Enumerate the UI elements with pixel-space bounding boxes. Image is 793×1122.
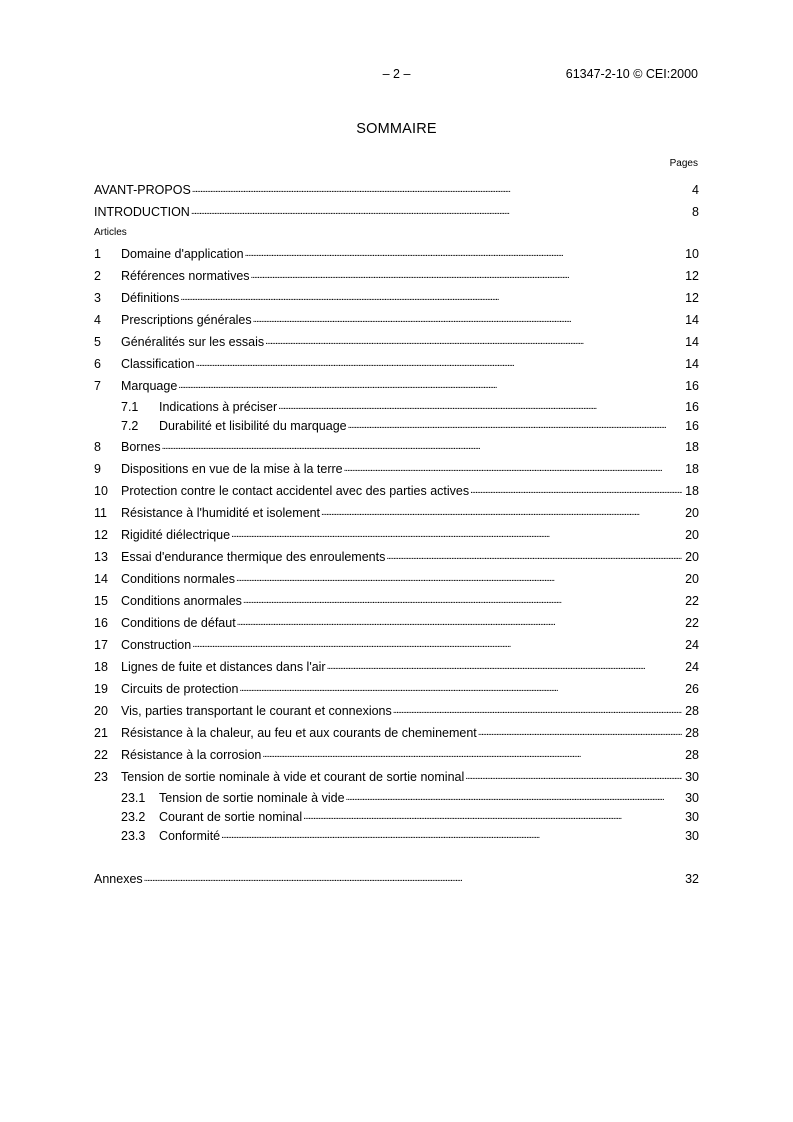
dot-leader bbox=[327, 659, 682, 675]
dot-leader bbox=[321, 505, 682, 521]
page-title: SOMMAIRE bbox=[356, 121, 437, 137]
toc-entry[interactable] bbox=[94, 268, 699, 284]
toc-entry[interactable] bbox=[94, 312, 699, 328]
toc-entry-page: 10 bbox=[685, 247, 699, 261]
toc-entry-number: 20 bbox=[94, 704, 108, 718]
toc-entry[interactable] bbox=[94, 681, 699, 697]
toc-entry-number: 7 bbox=[94, 379, 101, 393]
toc-entry-page: 18 bbox=[685, 440, 699, 454]
dot-leader bbox=[278, 399, 682, 415]
toc-entry-number: 8 bbox=[94, 440, 101, 454]
toc-entry-page: 14 bbox=[685, 357, 699, 371]
dot-leader bbox=[144, 871, 682, 887]
toc-entry-number: 12 bbox=[94, 528, 108, 542]
dot-leader bbox=[243, 593, 682, 609]
dot-leader bbox=[262, 747, 682, 763]
dot-leader bbox=[470, 483, 682, 499]
toc-entry-page: 22 bbox=[685, 616, 699, 630]
toc-entry-page: 24 bbox=[685, 638, 699, 652]
pages-column-label: Pages bbox=[669, 158, 698, 169]
toc-entry-page: 12 bbox=[685, 291, 699, 305]
toc-entry-number: 4 bbox=[94, 313, 101, 327]
toc-entry-number: 15 bbox=[94, 594, 108, 608]
dot-leader bbox=[386, 549, 682, 565]
toc-entry-page: 14 bbox=[685, 335, 699, 349]
dot-leader bbox=[191, 204, 689, 220]
toc-entry-label: Références normatives bbox=[121, 269, 250, 283]
dot-leader bbox=[393, 703, 682, 719]
dot-leader bbox=[253, 312, 682, 328]
toc-entry[interactable] bbox=[94, 246, 699, 262]
toc-entry[interactable] bbox=[94, 637, 699, 653]
toc-entry-label: INTRODUCTION bbox=[94, 205, 190, 219]
toc-entry-page: 28 bbox=[685, 704, 699, 718]
toc-entry-label: Construction bbox=[121, 638, 192, 652]
toc-entry-page: 20 bbox=[685, 572, 699, 586]
page-number: – 2 – bbox=[382, 67, 411, 81]
toc-entry-label: Rigidité diélectrique bbox=[121, 528, 231, 542]
toc-entry-page: 14 bbox=[685, 313, 699, 327]
toc-entry-page: 28 bbox=[685, 748, 699, 762]
toc-entry-label: Classification bbox=[121, 357, 195, 371]
toc-entry-number: 2 bbox=[94, 269, 101, 283]
dot-leader bbox=[237, 615, 682, 631]
toc-entry-page: 20 bbox=[685, 528, 699, 542]
toc-entry-number: 7.1 bbox=[121, 400, 139, 414]
toc-entry-label: Marquage bbox=[121, 379, 178, 393]
toc-entry-label: Vis, parties transportant le courant et connexions bbox=[121, 704, 392, 718]
toc-entry[interactable] bbox=[94, 791, 699, 806]
dot-leader bbox=[478, 725, 682, 741]
dot-leader bbox=[162, 439, 682, 455]
toc-entry-introduction[interactable] bbox=[94, 204, 699, 220]
toc-entry-number: 14 bbox=[94, 572, 108, 586]
toc-entry-number: 23.2 bbox=[121, 810, 146, 824]
toc-entry[interactable] bbox=[94, 290, 699, 306]
toc-entry-label: Indications à préciser bbox=[159, 400, 278, 414]
toc-entry-number: 9 bbox=[94, 462, 101, 476]
toc-entry-number: 10 bbox=[94, 484, 108, 498]
toc-entry-page: 16 bbox=[685, 419, 699, 433]
dot-leader bbox=[196, 356, 682, 372]
toc-entry[interactable] bbox=[94, 400, 699, 415]
toc-entry-label: Domaine d'application bbox=[121, 247, 244, 261]
dot-leader bbox=[192, 182, 689, 198]
toc-entry[interactable] bbox=[94, 703, 699, 719]
toc-entry-label: Résistance à l'humidité et isolement bbox=[121, 506, 321, 520]
toc-entry-label: Généralités sur les essais bbox=[121, 335, 265, 349]
toc-entry[interactable] bbox=[94, 439, 699, 455]
toc-entry[interactable] bbox=[94, 810, 699, 825]
toc-entry[interactable] bbox=[94, 829, 699, 844]
toc-entry-page: 22 bbox=[685, 594, 699, 608]
toc-entry-page: 16 bbox=[685, 379, 699, 393]
dot-leader bbox=[344, 461, 682, 477]
toc-entry-number: 7.2 bbox=[121, 419, 139, 433]
toc-entry[interactable] bbox=[94, 571, 699, 587]
dot-leader bbox=[348, 418, 682, 434]
toc-entry-label: Essai d'endurance thermique des enroulements bbox=[121, 550, 386, 564]
toc-entry[interactable] bbox=[94, 615, 699, 631]
toc-entry-label: Dispositions en vue de la mise à la terre bbox=[121, 462, 343, 476]
toc-entry-annexes[interactable] bbox=[94, 871, 699, 887]
toc-entry-page: 30 bbox=[685, 770, 699, 784]
toc-entry-page: 24 bbox=[685, 660, 699, 674]
toc-entry-number: 21 bbox=[94, 726, 108, 740]
toc-entry-page: 30 bbox=[685, 810, 699, 824]
toc-entry-page: 32 bbox=[685, 872, 699, 886]
toc-entry-label: Lignes de fuite et distances dans l'air bbox=[121, 660, 326, 674]
toc-entry[interactable] bbox=[94, 593, 699, 609]
toc-entry-page: 20 bbox=[685, 506, 699, 520]
toc-entry-page: 28 bbox=[685, 726, 699, 740]
toc-entry-label: Annexes bbox=[94, 872, 143, 886]
dot-leader bbox=[465, 769, 682, 785]
toc-entry-number: 6 bbox=[94, 357, 101, 371]
toc-entry-page: 18 bbox=[685, 462, 699, 476]
toc-entry-label: Définitions bbox=[121, 291, 180, 305]
toc-entry-label: Tension de sortie nominale à vide bbox=[159, 791, 345, 805]
toc-entry-page: 12 bbox=[685, 269, 699, 283]
toc-entry-number: 18 bbox=[94, 660, 108, 674]
toc-entry[interactable] bbox=[94, 769, 699, 785]
toc-entry-label: Bornes bbox=[121, 440, 161, 454]
toc-entry-page: 30 bbox=[685, 829, 699, 843]
toc-entry[interactable] bbox=[94, 356, 699, 372]
toc-entry-label: AVANT-PROPOS bbox=[94, 183, 191, 197]
toc-entry-number: 23.1 bbox=[121, 791, 146, 805]
toc-entry-label: Conformité bbox=[159, 829, 221, 843]
dot-leader bbox=[265, 334, 682, 350]
toc-entry-label: Conditions normales bbox=[121, 572, 235, 586]
dot-leader bbox=[178, 378, 682, 394]
toc-entry-label: Protection contre le contact accidentel avec des parties actives bbox=[121, 484, 470, 498]
toc-entry-number: 16 bbox=[94, 616, 108, 630]
toc-entry-label: Courant de sortie nominal bbox=[159, 810, 303, 824]
toc-entry-page: 16 bbox=[685, 400, 699, 414]
toc-entry-label: Durabilité et lisibilité du marquage bbox=[159, 419, 347, 433]
toc-entry-label: Circuits de protection bbox=[121, 682, 239, 696]
toc-entry-page: 18 bbox=[685, 484, 699, 498]
toc-entry-number: 5 bbox=[94, 335, 101, 349]
toc-entry[interactable] bbox=[94, 505, 699, 521]
toc-entry-label: Tension de sortie nominale à vide et courant de sortie nominal bbox=[121, 770, 465, 784]
toc-entry[interactable] bbox=[94, 483, 699, 499]
toc-entry-page: 30 bbox=[685, 791, 699, 805]
dot-leader bbox=[303, 809, 682, 825]
toc-entry[interactable] bbox=[94, 659, 699, 675]
toc-entry-number: 22 bbox=[94, 748, 108, 762]
dot-leader bbox=[239, 681, 682, 697]
toc-entry-number: 13 bbox=[94, 550, 108, 564]
toc-entry[interactable] bbox=[94, 378, 699, 394]
toc-entry[interactable] bbox=[94, 747, 699, 763]
toc-entry-label: Résistance à la corrosion bbox=[121, 748, 262, 762]
dot-leader bbox=[180, 290, 682, 306]
toc-entry-page: 26 bbox=[685, 682, 699, 696]
dot-leader bbox=[236, 571, 682, 587]
toc-entry-page: 8 bbox=[692, 205, 699, 219]
dot-leader bbox=[192, 637, 682, 653]
toc-entry-number: 17 bbox=[94, 638, 108, 652]
toc-entry-number: 3 bbox=[94, 291, 101, 305]
toc-entry[interactable] bbox=[94, 334, 699, 350]
toc-entry[interactable] bbox=[94, 461, 699, 477]
toc-entry-page: 4 bbox=[692, 183, 699, 197]
toc-entry-number: 11 bbox=[94, 506, 107, 520]
dot-leader bbox=[245, 246, 682, 262]
toc-entry-number: 19 bbox=[94, 682, 108, 696]
toc-entry-number: 1 bbox=[94, 247, 101, 261]
toc-entry-page: 20 bbox=[685, 550, 699, 564]
toc-entry-label: Conditions de défaut bbox=[121, 616, 236, 630]
toc-entry-label: Prescriptions générales bbox=[121, 313, 252, 327]
articles-label: Articles bbox=[94, 227, 127, 238]
toc-entry-avant-propos[interactable] bbox=[94, 182, 699, 198]
dot-leader bbox=[346, 790, 683, 806]
toc-entry-number: 23.3 bbox=[121, 829, 146, 843]
toc-entry-label: Conditions anormales bbox=[121, 594, 242, 608]
toc-entry[interactable] bbox=[94, 725, 699, 741]
document-reference: 61347-2-10 © CEI:2000 bbox=[565, 67, 698, 81]
toc-entry-number: 23 bbox=[94, 770, 108, 784]
toc-entry[interactable] bbox=[94, 549, 699, 565]
toc-entry[interactable] bbox=[94, 419, 699, 434]
toc-entry-label: Résistance à la chaleur, au feu et aux courants de cheminement bbox=[121, 726, 477, 740]
dot-leader bbox=[221, 828, 682, 844]
toc-entry[interactable] bbox=[94, 527, 699, 543]
dot-leader bbox=[231, 527, 682, 543]
dot-leader bbox=[251, 268, 683, 284]
